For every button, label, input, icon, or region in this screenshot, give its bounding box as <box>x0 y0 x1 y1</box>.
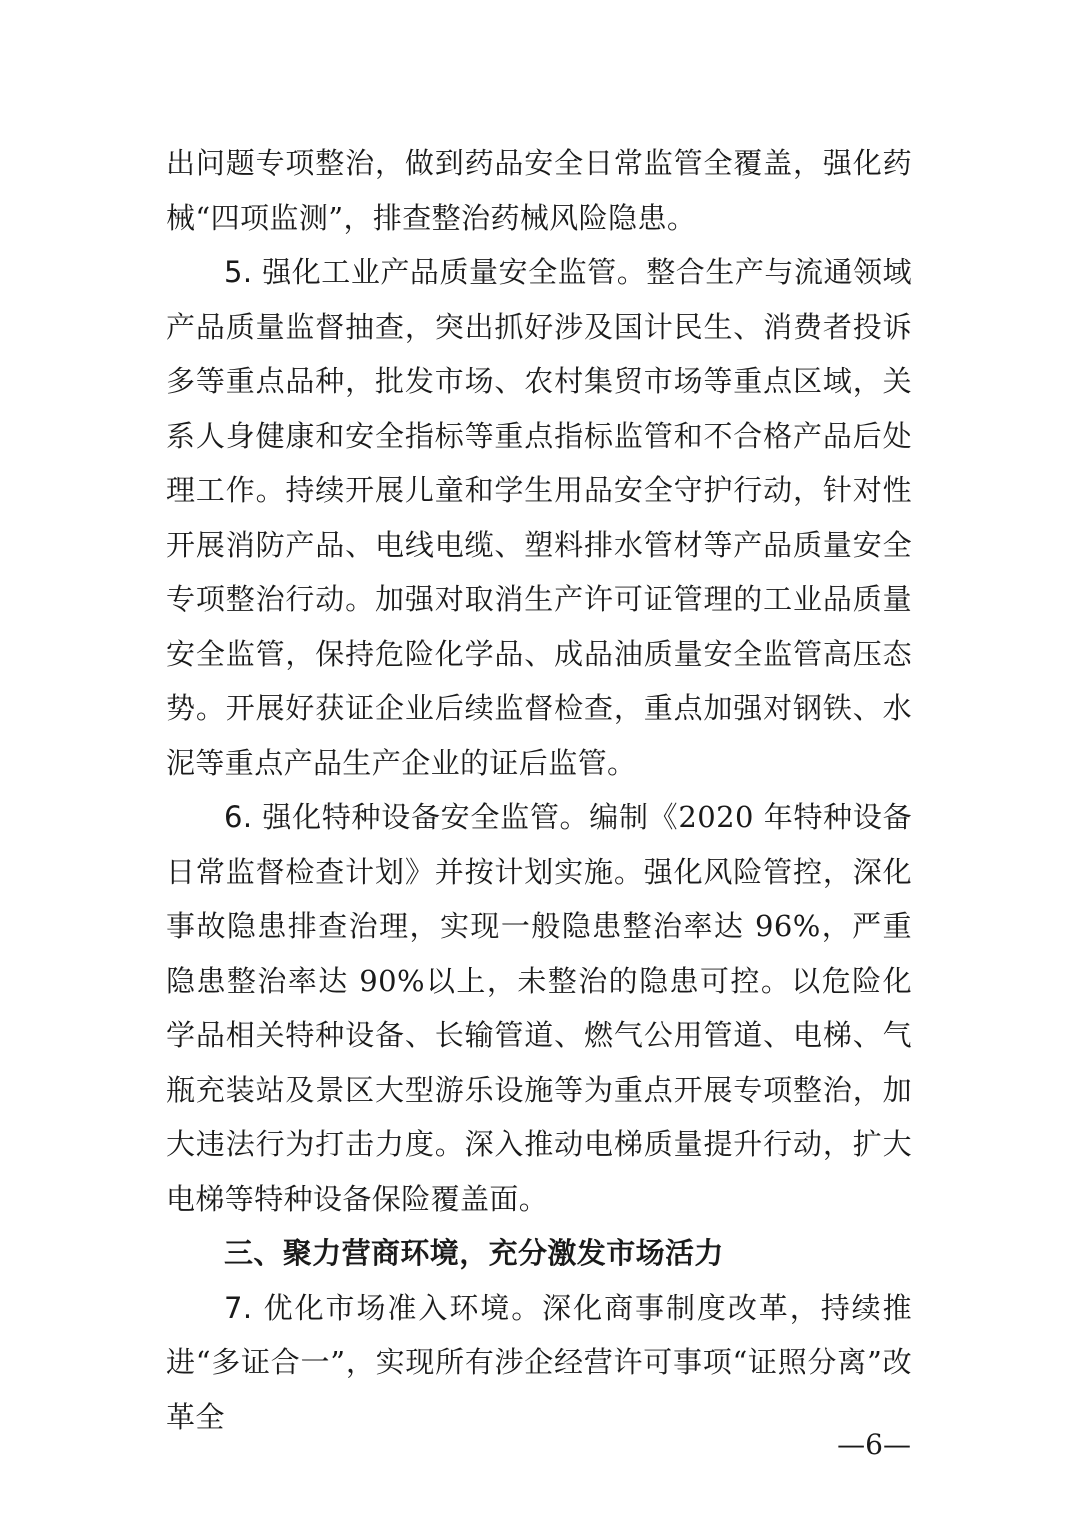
item-heading: 7. 优化市场准入环境。 <box>224 1290 543 1325</box>
paragraph-item-5 <box>166 245 912 790</box>
paragraph-continuation <box>166 136 912 245</box>
paragraph-text: 编制《2020 年特种设备日常监督检查计划》并按计划实施。强化风险管控，深化事故隐患排查治理，实现一般隐患整治率达 96%，严重隐患整治率达 90%以上，未整治的隐患可控。以危险化学品相关特种设备、长输管道、燃气公用管道、电梯、气瓶充装站及景区大型游乐设施等为重点开展专项整治，加大违法行为打击力度。深入推动电梯质量提升行动，扩大电梯等特种设备保险覆盖面。 <box>166 800 912 1216</box>
paragraph-item-7 <box>166 1281 912 1445</box>
item-heading: 5. 强化工业产品质量安全监管。 <box>224 255 647 289</box>
paragraph-item-6 <box>166 790 912 1226</box>
paragraph-text: 出问题专项整治，做到药品安全日常监管全覆盖，强化药械“四项监测”，排查整治药械风险隐患。 <box>166 146 912 235</box>
paragraph-text: 深化商事制度改革，持续推进“多证合一”，实现所有涉企经营许可事项“证照分离”改革全 <box>166 1290 912 1434</box>
paragraph-text: 整合生产与流通领域产品质量监督抽查，突出抓好涉及国计民生、消费者投诉多等重点品种，批发市场、农村集贸市场等重点区域，关系人身健康和安全指标等重点指标监管和不合格产品后处理工作。持续开展儿童和学生用品安全守护行动，针对性开展消防产品、电线电缆、塑料排水管材等产品质量安全专项整治行动。加强对取消生产许可证管理的工业品质量安全监管，保持危险化学品、成品油质量安全监管高压态势。开展好获证企业后续监督检查，重点加强对钢铁、水泥等重点产品生产企业的证后监管。 <box>166 255 912 780</box>
section-heading: 三、聚力营商环境，充分激发市场活力 <box>224 1236 724 1270</box>
document-body <box>166 136 912 1444</box>
page-number: —6— <box>837 1428 911 1461</box>
item-heading: 6. 强化特种设备安全监管。 <box>224 800 590 834</box>
